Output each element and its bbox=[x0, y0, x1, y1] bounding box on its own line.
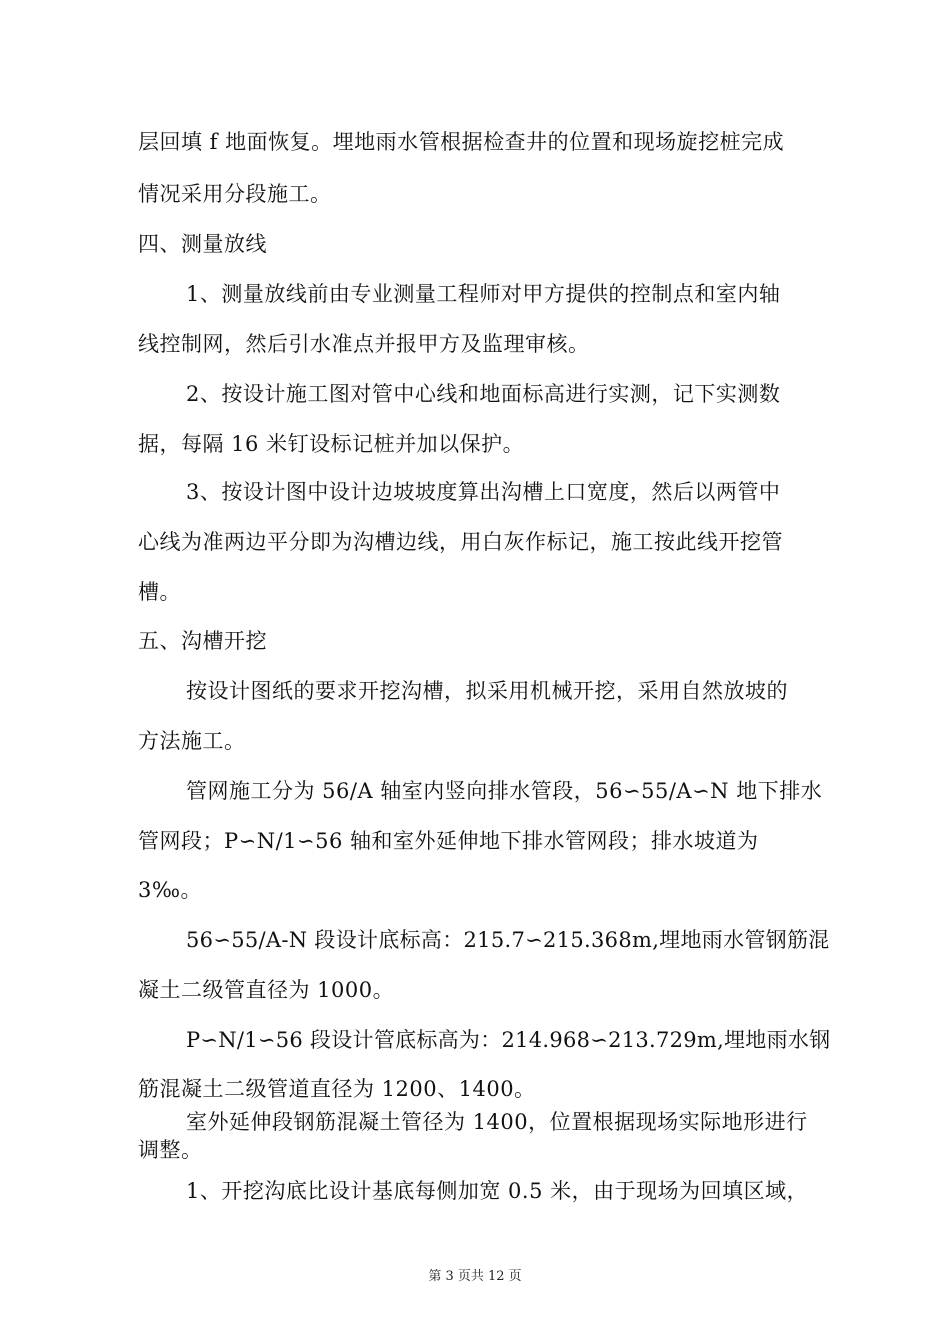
paragraph-line: 心线为准两边平分即为沟槽边线，用白灰作标记，施工按此线开挖管 bbox=[138, 530, 783, 554]
paragraph-line: P∽N/1∽56 段设计管底标高为：214.968∽213.729m,埋地雨水钢 bbox=[186, 1028, 831, 1052]
paragraph-line: 1、开挖沟底比设计基底每侧加宽 0.5 米，由于现场为回填区域， bbox=[186, 1179, 809, 1203]
paragraph-line: 室外延伸段钢筋混凝土管径为 1400，位置根据现场实际地形进行 bbox=[186, 1110, 808, 1134]
paragraph-line: 56∽55/A-N 段设计底标高：215.7∽215.368m,埋地雨水管钢筋混 bbox=[186, 928, 830, 952]
page-number-footer: 第 3 页共 12 页 bbox=[428, 1269, 522, 1284]
paragraph-line: 3‰。 bbox=[138, 878, 203, 902]
paragraph-line: 调整。 bbox=[138, 1138, 203, 1162]
paragraph-line: 情况采用分段施工。 bbox=[138, 182, 332, 206]
paragraph-line: 凝土二级管直径为 1000。 bbox=[138, 978, 395, 1002]
paragraph-line: 筋混凝土二级管道直径为 1200、1400。 bbox=[138, 1077, 536, 1101]
paragraph-line: 2、按设计施工图对管中心线和地面标高进行实测，记下实测数 bbox=[186, 382, 781, 406]
section-heading: 四、测量放线 bbox=[138, 232, 267, 256]
paragraph-line: 方法施工。 bbox=[138, 729, 246, 753]
paragraph-line: 据，每隔 16 米钉设标记桩并加以保护。 bbox=[138, 432, 525, 456]
paragraph-line: 管网施工分为 56/A 轴室内竖向排水管段，56∽55/A∽N 地下排水 bbox=[186, 779, 823, 803]
paragraph-line: 层回填 f 地面恢复。埋地雨水管根据检查井的位置和现场旋挖桩完成 bbox=[138, 130, 785, 154]
paragraph-line: 按设计图纸的要求开挖沟槽，拟采用机械开挖，采用自然放坡的 bbox=[186, 679, 788, 703]
paragraph-line: 管网段；P∽N/1∽56 轴和室外延伸地下排水管网段；排水坡道为 bbox=[138, 829, 759, 853]
paragraph-line: 槽。 bbox=[138, 580, 181, 604]
paragraph-line: 线控制网，然后引水准点并报甲方及监理审核。 bbox=[138, 332, 590, 356]
paragraph-line: 3、按设计图中设计边坡坡度算出沟槽上口宽度，然后以两管中 bbox=[186, 480, 781, 504]
paragraph-line: 1、测量放线前由专业测量工程师对甲方提供的控制点和室内轴 bbox=[186, 282, 781, 306]
section-heading: 五、沟槽开挖 bbox=[138, 629, 267, 653]
